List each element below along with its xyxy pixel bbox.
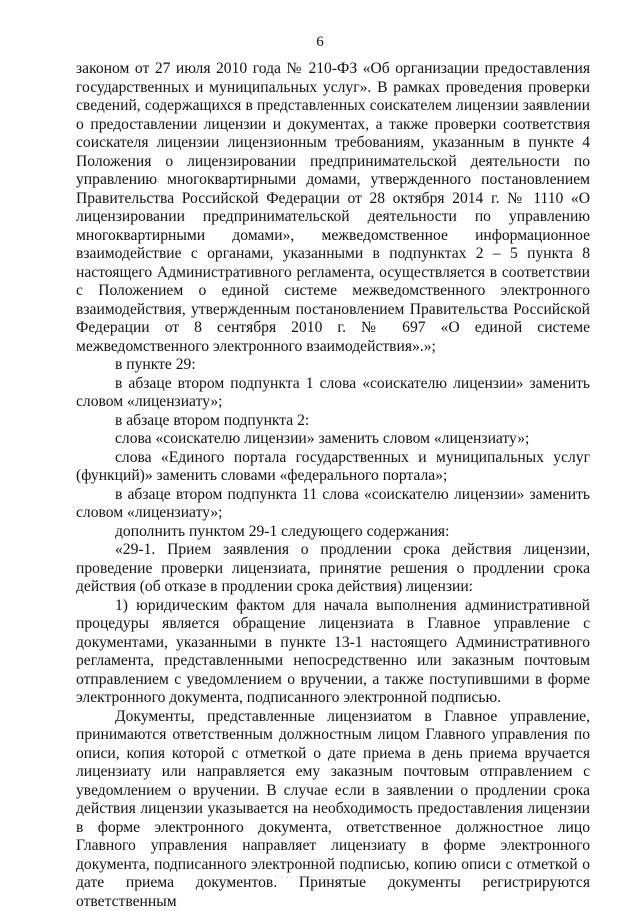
paragraph: «29-1. Прием заявления о продлении срока действия лицензии, проведение проверки лицензиата, принятие решения о продлении срока действия (об отказе в продлении срока действия) лицензии: (76, 541, 590, 597)
document-body (76, 60, 590, 911)
paragraph: в пункте 29: (76, 356, 590, 375)
paragraph: слова «соискателю лицензии» заменить словом «лицензиату»; (76, 430, 590, 449)
paragraph: законом от 27 июля 2010 года № 210-ФЗ «Об организации предоставления государственных и муниципальных услуг». В рамках проведения проверки сведений, содержащихся в представленных соискателем лицензии заявлении о предоставлении лицензии и документах, а также проверки соответствия соискателя лицензии лицензионным требованиям, указанным в пункте 4 Положения о лицензировании предпринимательской деятельности по управлению многоквартирными домами, утвержденного постановлением Правительства Российской Федерации от 28 октября 2014 г. № 1110 «О лицензировании предпринимательской деятельности по управлению многоквартирными домами», межведомственное информационное взаимодействие с органами, указанными в подпунктах 2 – 5 пункта 8 настоящего Административного регламента, осуществляется в соответствии с Положением о единой системе межведомственного электронного взаимодействия, утвержденным постановлением Правительства Российской Федерации от 8 сентября 2010 г. № 697 «О единой системе межведомственного электронного взаимодействия».»; (76, 60, 590, 356)
paragraph: в абзаце втором подпункта 1 слова «соискателю лицензии» заменить словом «лицензиату»; (76, 375, 590, 412)
page-number: 6 (0, 33, 640, 51)
paragraph: дополнить пунктом 29-1 следующего содержания: (76, 523, 590, 542)
stamp-icon (272, 857, 362, 883)
paragraph: слова «Единого портала государственных и муниципальных услуг (функций)» заменить словами «федерального портала»; (76, 449, 590, 486)
paragraph: в абзаце втором подпункта 2: (76, 412, 590, 431)
paragraph: 1) юридическим фактом для начала выполнения административной процедуры является обращение лицензиата в Главное управление с документами, указанными в пункте 13-1 настоящего Административного регламента, представленными непосредственно или заказным почтовым отправлением с уведомлением о вручении, а также поступившими в форме электронного документа, подписанного электронной подписью. (76, 597, 590, 708)
paragraph: в абзаце втором подпункта 11 слова «соискателю лицензии» заменить словом «лицензиату»; (76, 486, 590, 523)
paragraph: Документы, представленные лицензиатом в Главное управление, принимаются ответственным должностным лицом Главного управления по описи, копия которой с отметкой о дате приема в день приема вручается лицензиату или направляется ему заказным почтовым отправлением с уведомлением о вручении. В случае если в заявлении о продлении срока действия лицензии указывается на необходимость предоставления лицензии в форме электронного документа, ответственное должностное лицо Главного управления направляет лицензиату в форме электронного документа, подписанного электронной подписью, копию описи с отметкой о дате приема документов. Принятые документы регистрируются ответственным (76, 708, 590, 911)
